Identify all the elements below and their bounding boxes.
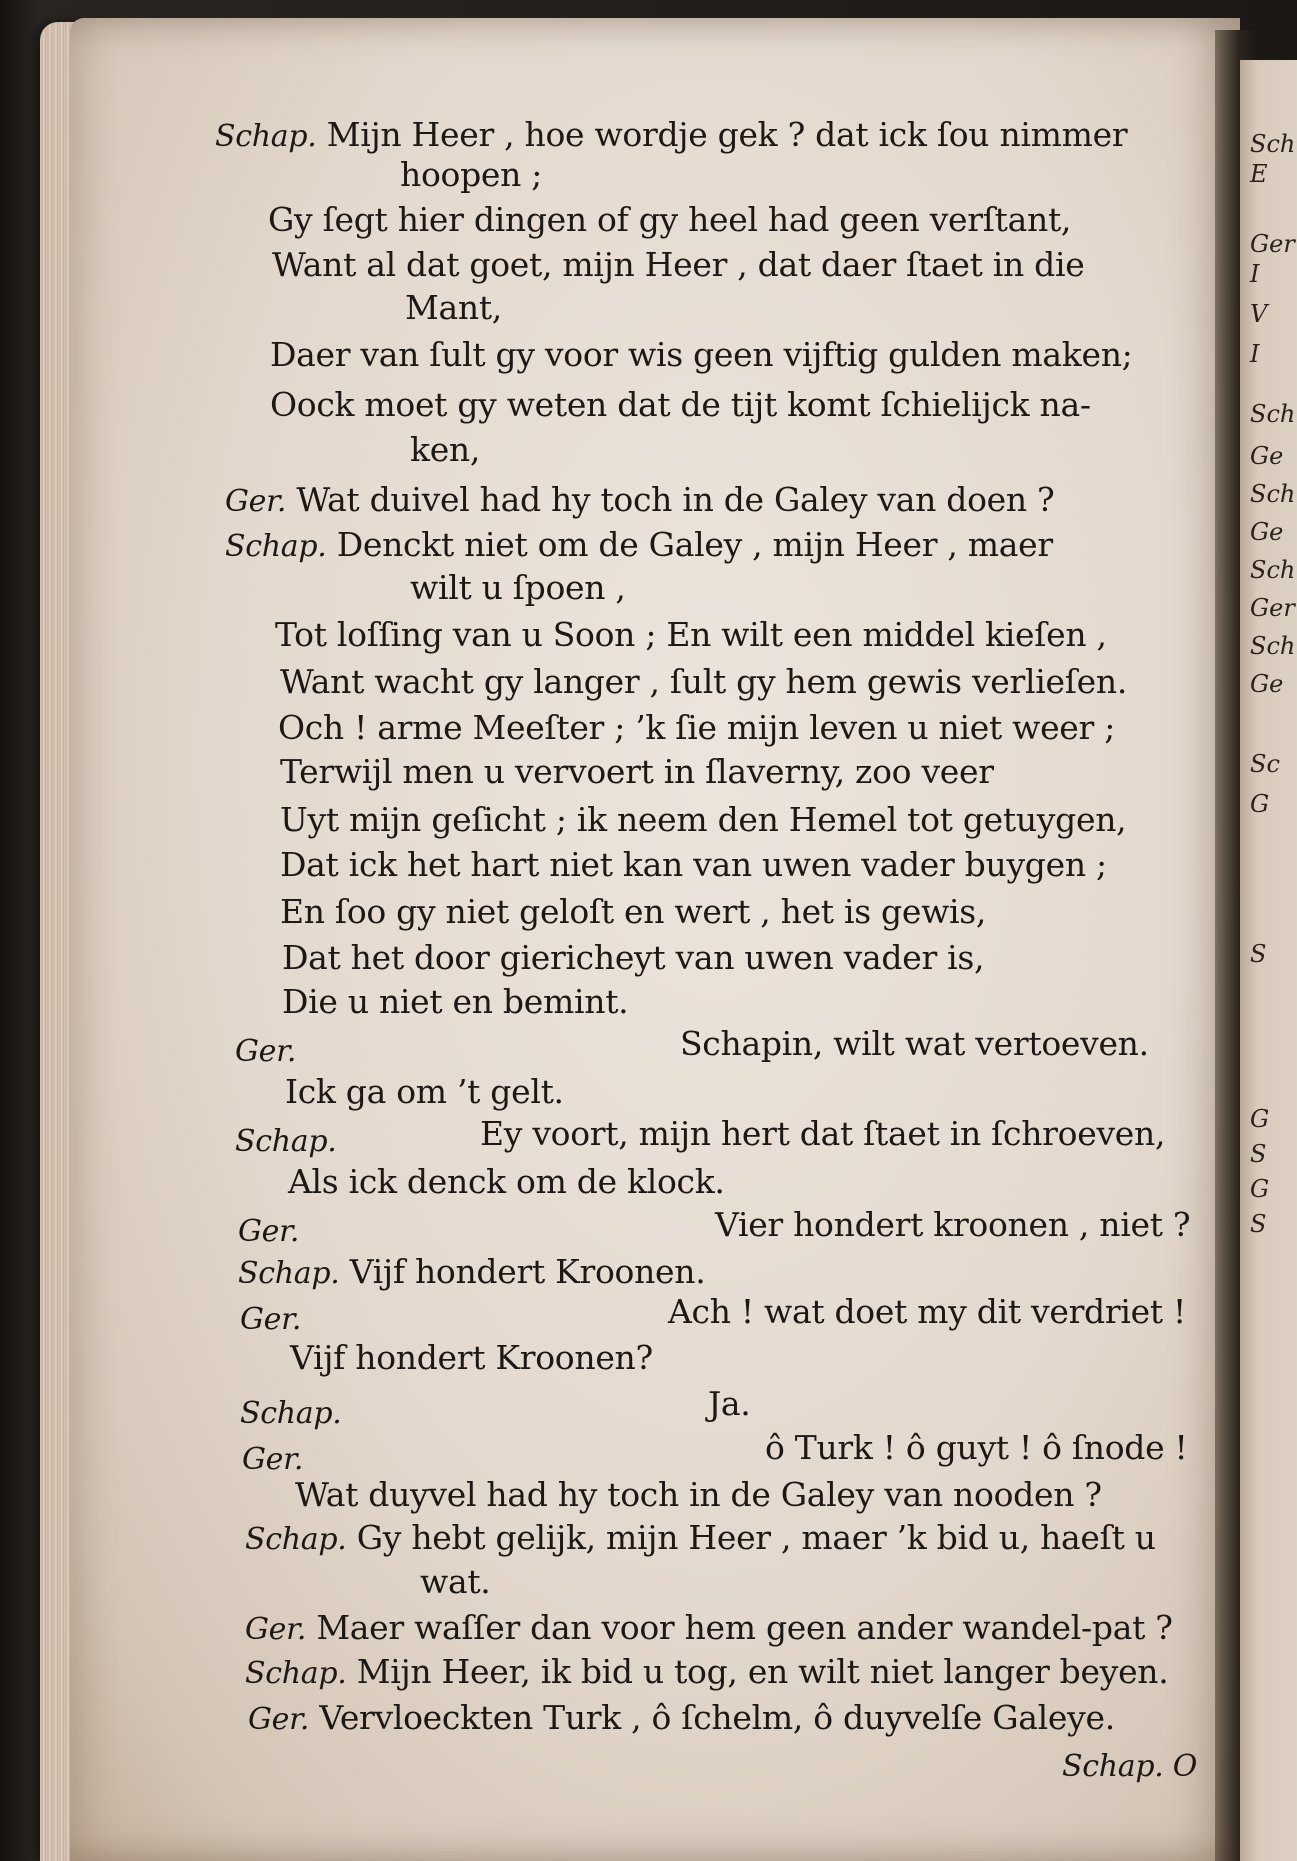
text-line bbox=[245, 1608, 1173, 1647]
right-page-fragment: G bbox=[1250, 1175, 1270, 1203]
speaker-label: Schap. bbox=[235, 1124, 337, 1159]
line-text: hoopen ; bbox=[400, 155, 543, 194]
text-line bbox=[282, 938, 984, 977]
line-text: Och ! arme Meeſter ; ’k ſie mijn leven u niet weer ; bbox=[278, 708, 1116, 747]
right-page-fragment: Ger bbox=[1250, 594, 1295, 622]
line-text: Mant, bbox=[405, 288, 502, 327]
right-page-fragment: S bbox=[1250, 1210, 1267, 1238]
text-line bbox=[680, 1024, 1149, 1063]
speaker-label: Schap. bbox=[215, 119, 317, 154]
text-line bbox=[295, 1475, 1102, 1514]
text-line bbox=[238, 1210, 299, 1249]
text-line bbox=[285, 1072, 564, 1111]
text-line bbox=[235, 1030, 296, 1069]
line-text: Vervloeckten Turk , ô ſchelm, ô duyvelſe Galeye. bbox=[319, 1698, 1115, 1737]
text-line bbox=[240, 1392, 342, 1431]
text-line bbox=[715, 1205, 1190, 1244]
text-line bbox=[215, 115, 1127, 154]
line-text: Gy hebt gelijk, mijn Heer , maer ’k bid u, haeſt u bbox=[356, 1518, 1156, 1557]
line-text: Oock moet gy weten dat de tijt komt ſchielijck na- bbox=[270, 385, 1091, 424]
line-text: Als ick denck om de klock. bbox=[288, 1162, 725, 1201]
line-text: Ey voort, mijn hert dat ſtaet in ſchroeven, bbox=[480, 1114, 1166, 1153]
right-page-fragment: Sch bbox=[1250, 480, 1296, 508]
line-text: Daer van ſult gy voor wis geen vijftig gulden maken; bbox=[270, 335, 1133, 374]
text-line bbox=[245, 1518, 1156, 1557]
text-line bbox=[420, 1562, 490, 1601]
text-line bbox=[245, 1652, 1168, 1691]
right-page-fragment: E bbox=[1250, 160, 1268, 188]
line-text: Schap. O bbox=[1062, 1749, 1198, 1784]
text-line bbox=[270, 335, 1132, 374]
text-line bbox=[272, 245, 1084, 284]
right-page-fragment: Sch bbox=[1250, 556, 1296, 584]
right-page-fragment: V bbox=[1250, 300, 1268, 328]
catchword bbox=[1062, 1745, 1197, 1784]
right-page-fragment: S bbox=[1250, 940, 1267, 968]
line-text: Schapin, wilt wat vertoeven. bbox=[680, 1024, 1149, 1063]
right-page-fragment: Ge bbox=[1250, 518, 1284, 546]
text-line bbox=[282, 982, 628, 1021]
line-text: Maer waſſer dan voor hem geen ander wandel-pat ? bbox=[316, 1608, 1173, 1647]
speaker-label: Schap. bbox=[240, 1396, 342, 1431]
speaker-label: Ger. bbox=[235, 1034, 297, 1069]
right-page-fragment: I bbox=[1250, 260, 1260, 288]
text-line bbox=[240, 1298, 301, 1337]
line-text: Want al dat goet, mijn Heer , dat daer ſtaet in die bbox=[272, 245, 1085, 284]
speaker-label: Schap. bbox=[225, 529, 327, 564]
line-text: Vijf hondert Kroonen? bbox=[290, 1338, 653, 1377]
right-page-fragment: Sc bbox=[1250, 750, 1280, 778]
right-page-fragment: Sch bbox=[1250, 130, 1296, 158]
speaker-label: Schap. bbox=[245, 1522, 347, 1557]
line-text: Ach ! wat doet my dit verdriet ! bbox=[668, 1292, 1186, 1331]
line-text: wilt u ſpoen , bbox=[410, 568, 626, 607]
line-text: Vijf hondert Kroonen. bbox=[349, 1252, 706, 1291]
line-text: Vier hondert kroonen , niet ? bbox=[715, 1205, 1191, 1244]
line-text: Terwijl men u vervoert in ſlaverny, zoo veer bbox=[280, 752, 994, 791]
text-line bbox=[668, 1292, 1186, 1331]
line-text: Wat duyvel had hy toch in de Galey van nooden ? bbox=[295, 1475, 1102, 1514]
text-line bbox=[405, 288, 502, 327]
text-line bbox=[225, 480, 1054, 519]
text-line bbox=[278, 708, 1115, 747]
text-line bbox=[280, 662, 1127, 701]
line-text: Dat het door giericheyt van uwen vader is, bbox=[282, 938, 985, 977]
right-page-fragment: I bbox=[1250, 340, 1260, 368]
text-line bbox=[235, 1120, 337, 1159]
speaker-label: Ger. bbox=[245, 1612, 307, 1647]
line-text: En ſoo gy niet geloſt en wert , het is gewis, bbox=[280, 892, 987, 931]
line-text: Denckt niet om de Galey , mijn Heer , maer bbox=[336, 525, 1053, 564]
line-text: Tot loſſing van u Soon ; En wilt een middel kieſen , bbox=[275, 615, 1107, 654]
line-text: Ja. bbox=[708, 1384, 751, 1423]
text-line bbox=[270, 385, 1091, 424]
line-text: Gy ſegt hier dingen of gy heel had geen verſtant, bbox=[268, 200, 1072, 239]
right-page-fragment: G bbox=[1250, 790, 1270, 818]
line-text: Die u niet en bemint. bbox=[282, 982, 629, 1021]
speaker-label: Ger. bbox=[242, 1442, 304, 1477]
text-line bbox=[242, 1438, 303, 1477]
text-line bbox=[238, 1252, 705, 1291]
text-line bbox=[410, 430, 480, 469]
text-line bbox=[410, 568, 626, 607]
text-line bbox=[248, 1698, 1115, 1737]
speaker-label: Schap. bbox=[245, 1656, 347, 1691]
text-line bbox=[765, 1428, 1188, 1467]
text-line bbox=[290, 1338, 653, 1377]
text-line bbox=[268, 200, 1071, 239]
speaker-label: Ger. bbox=[238, 1214, 300, 1249]
right-page-fragment: Sch bbox=[1250, 632, 1296, 660]
line-text: Mijn Heer, ik bid u tog, en wilt niet langer beyen. bbox=[356, 1652, 1169, 1691]
line-text: wat. bbox=[420, 1562, 491, 1601]
line-text: Dat ick het hart niet kan van uwen vader buygen ; bbox=[280, 845, 1107, 884]
speaker-label: Schap. bbox=[238, 1256, 340, 1291]
right-page-fragment: Ge bbox=[1250, 442, 1284, 470]
line-text: Mijn Heer , hoe wordje gek ? dat ick ſou nimmer bbox=[326, 115, 1128, 154]
text-line bbox=[275, 615, 1107, 654]
text-line bbox=[280, 892, 986, 931]
right-page-fragment: S bbox=[1250, 1140, 1267, 1168]
text-line bbox=[280, 845, 1107, 884]
right-page-fragment: Sch bbox=[1250, 400, 1296, 428]
line-text: Wat duivel had hy toch in de Galey van doen ? bbox=[296, 480, 1055, 519]
text-line bbox=[288, 1162, 725, 1201]
speaker-label: Ger. bbox=[225, 484, 287, 519]
text-line bbox=[400, 155, 542, 194]
text-line bbox=[280, 752, 994, 791]
speaker-label: Ger. bbox=[248, 1702, 310, 1737]
line-text: ô Turk ! ô guyt ! ô ſnode ! bbox=[765, 1428, 1188, 1467]
line-text: ken, bbox=[410, 430, 481, 469]
speaker-label: Ger. bbox=[240, 1302, 302, 1337]
text-line bbox=[708, 1384, 751, 1423]
text-line bbox=[225, 525, 1053, 564]
text-line bbox=[280, 800, 1126, 839]
text-line bbox=[480, 1114, 1165, 1153]
line-text: Uyt mijn geſicht ; ik neem den Hemel tot getuygen, bbox=[280, 800, 1127, 839]
line-text: Ick ga om ’t gelt. bbox=[285, 1072, 564, 1111]
right-page-fragment: Ger bbox=[1250, 230, 1295, 258]
right-page-fragment: G bbox=[1250, 1105, 1270, 1133]
right-page-fragment: Ge bbox=[1250, 670, 1284, 698]
line-text: Want wacht gy langer , ſult gy hem gewis verlieſen. bbox=[280, 662, 1128, 701]
